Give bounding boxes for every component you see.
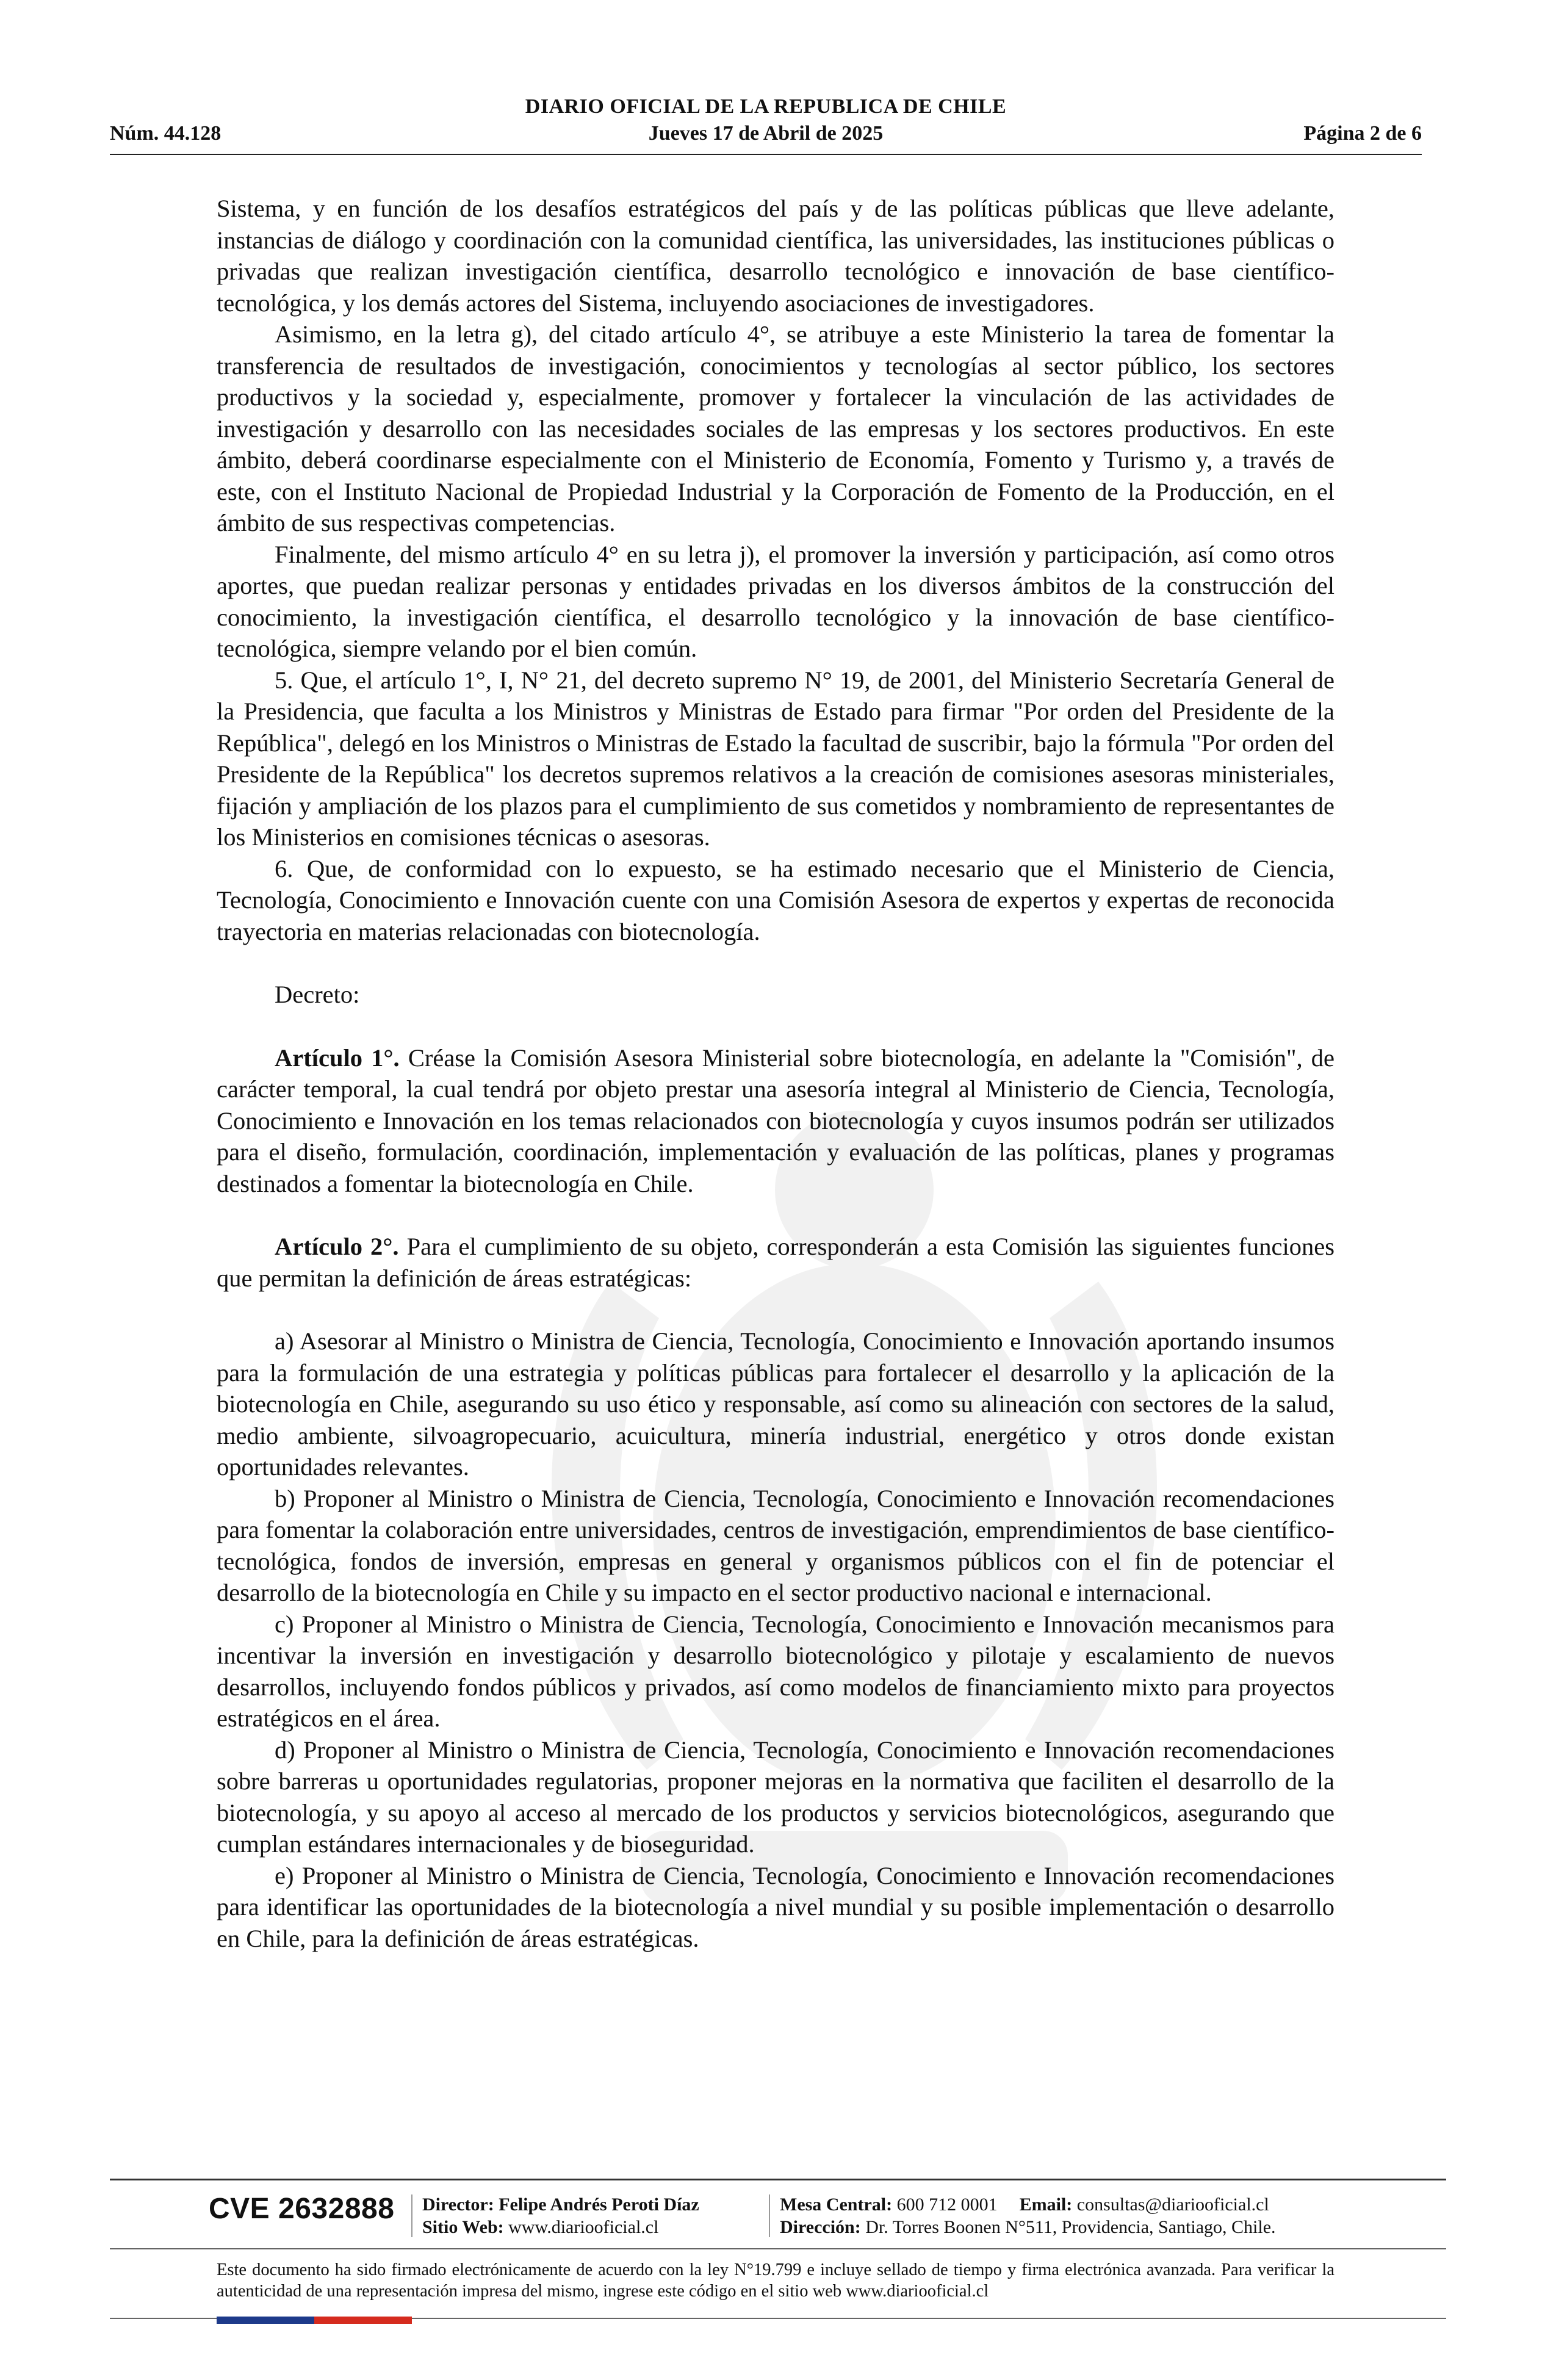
function-item-e: e) Proponer al Ministro o Ministra de Ciencia, Tecnología, Conocimiento e Innovación recomendaciones para identificar las oportunidades de la biotecnología a nivel mundial y su posible implementación o desarrollo en Chile, para la definición de áreas estratégicas. bbox=[217, 1861, 1334, 1952]
function-item-a: a) Asesorar al Ministro o Ministra de Ciencia, Tecnología, Conocimiento e Innovación aportando insumos para la formulación de una estrategia y políticas públicas para fortalecer el desarrollo y la aplicación de la biotecnología en Chile, asegurando su uso ético y responsable, así como su alineación con sectores de la salud, medio ambiente, silvoagropecuario, acuicultura, minería industrial, energético y otros donde existan oportunidades relevantes. bbox=[217, 1327, 1334, 1480]
article-1-label: Artículo 1°. bbox=[275, 1044, 400, 1072]
paragraph-continuation: Sistema, y en función de los desafíos estratégicos del país y de las políticas públicas que lleve adelante, instancias de diálogo y coordinación con la comunidad científica, las universidades, las instituciones públicas o privadas que realizan investigación científica, desarrollo tecnológico e innovación de base científico-tecnológica, y los demás actores del Sistema, incluyendo asociaciones de investigadores. bbox=[217, 195, 1334, 317]
phone-label: Mesa Central: bbox=[780, 2194, 893, 2215]
address-value: Dr. Torres Boonen N°511, Providencia, Santiago, Chile. bbox=[860, 2217, 1276, 2237]
footer-separator bbox=[769, 2194, 770, 2237]
page-footer bbox=[110, 2179, 1446, 2337]
footer-top-rule bbox=[110, 2179, 1446, 2180]
footer-contact-block bbox=[780, 2193, 1276, 2238]
function-item-d: d) Proponer al Ministro o Ministra de Ciencia, Tecnología, Conocimiento e Innovación recomendaciones sobre barreras u oportunidades regulatorias, proponer mejoras en la normativa que faciliten el desarrollo de la biotecnología, y su apoyo al acceso al mercado de los productos y servicios biotecnológicos, asegurando que cumplan estándares internacionales y de bioseguridad. bbox=[217, 1736, 1334, 1858]
paragraph-letra-j: Finalmente, del mismo artículo 4° en su letra j), el promover la inversión y participación, así como otros aportes, que puedan realizar personas y entidades privadas en los diversos ámbitos de la construcción del conocimiento, la investigación científica, el desarrollo tecnológico y la innovación de base científico-tecnológica, siempre velando por el bien común. bbox=[217, 540, 1334, 662]
newspaper-title: DIARIO OFICIAL DE LA REPUBLICA DE CHILE bbox=[525, 95, 1007, 118]
article-1-text: Créase la Comisión Asesora Ministerial sobre biotecnología, en adelante la "Comisión", de carácter temporal, la cual tendrá por objeto prestar una asesoría integral al Ministerio de Ciencia, Tecnología, Conocimiento e Innovación en los temas relacionados con biotecnología y cuyos insumos podrán ser utilizados para el diseño, formulación, coordinación, implementación y evaluación de las políticas, planes y programas destinados a fomentar la biotecnología en Chile. bbox=[217, 1044, 1334, 1197]
article-2-text: Para el cumplimiento de su objeto, corresponderán a esta Comisión las siguientes funciones que permitan la definición de áreas estratégicas: bbox=[217, 1233, 1335, 1292]
footer-director-block bbox=[422, 2193, 699, 2238]
decreto-heading: Decreto: bbox=[275, 981, 360, 1008]
page-header bbox=[110, 95, 1422, 162]
article-1 bbox=[217, 1042, 1334, 1200]
document-body bbox=[217, 193, 1334, 1954]
footer-separator bbox=[411, 2194, 412, 2237]
issue-number: Núm. 44.128 bbox=[110, 122, 222, 145]
footer-middle-rule bbox=[110, 2248, 1446, 2249]
website-line bbox=[422, 2216, 699, 2238]
considerando-6: 6. Que, de conformidad con lo expuesto, se ha estimado necesario que el Ministerio de Ciencia, Tecnología, Conocimiento e Innovación cuente con una Comisión Asesora de expertos y expertas de reconocida trayectoria en materias relacionadas con biotecnología. bbox=[217, 854, 1334, 945]
phone-value: 600 712 0001 bbox=[892, 2194, 998, 2215]
header-divider bbox=[110, 154, 1422, 155]
article-2 bbox=[217, 1231, 1334, 1294]
director-line: Director: Felipe Andrés Peroti Díaz bbox=[422, 2194, 699, 2215]
website-link[interactable]: www.diariooficial.cl bbox=[503, 2217, 659, 2237]
paragraph-letra-g: Asimismo, en la letra g), del citado artículo 4°, se atribuye a este Ministerio la tarea de fomentar la transferencia de resultados de investigación, conocimientos y tecnologías al sector público, los sectores productivos y la sociedad y, especialmente, promover y fortalecer la vinculación de las actividades de investigación y desarrollo con las necesidades sociales de las empresas y los sectores productivos. En este ámbito, deberá coordinarse especialmente con el Ministerio de Economía, Fomento y Turismo y, a través de este, con el Instituto Nacional de Propiedad Industrial y la Corporación de Fomento de la Producción, en el ámbito de sus respectivas competencias. bbox=[217, 320, 1334, 536]
function-item-c: c) Proponer al Ministro o Ministra de Ciencia, Tecnología, Conocimiento e Innovación mecanismos para incentivar la inversión en investigación y desarrollo biotecnológico y pilotaje y escalamiento de nuevos desarrollos, incluyendo fondos públicos y privados, así como modelos de financiamiento mixto para proyectos estratégicos en el área. bbox=[217, 1610, 1334, 1732]
function-item-b: b) Proponer al Ministro o Ministra de Ciencia, Tecnología, Conocimiento e Innovación recomendaciones para fomentar la colaboración entre universidades, centros de investigación, emprendimientos de base científico-tecnológica, fondos de inversión, empresas en general y organismos públicos con el fin de potenciar el desarrollo de la biotecnología en Chile y su impacto en el sector productivo nacional e internacional. bbox=[217, 1484, 1334, 1606]
website-label: Sitio Web: bbox=[422, 2217, 504, 2237]
email-label: Email: bbox=[1019, 2194, 1073, 2215]
considerando-5: 5. Que, el artículo 1°, I, N° 21, del decreto supremo N° 19, de 2001, del Ministerio Secretaría General de la Presidencia, que faculta a los Ministros y Ministras de Estado para firmar "Por orden del Presidente de la República", delegó en los Ministros o Ministras de Estado la facultad de suscribir, bajo la fórmula "Por orden del Presidente de la República" los decretos supremos relativos a la creación de comisiones asesoras ministeriales, fijación y ampliación de los plazos para el cumplimiento de sus cometidos y nombramiento de representantes de los Ministerios en comisiones técnicas o asesoras. bbox=[217, 666, 1334, 851]
article-2-label: Artículo 2°. bbox=[275, 1233, 399, 1260]
flag-blue-segment bbox=[217, 2317, 314, 2324]
address-line bbox=[780, 2216, 1276, 2238]
page-number: Página 2 de 6 bbox=[1303, 122, 1422, 145]
issue-date: Jueves 17 de Abril de 2025 bbox=[648, 122, 884, 145]
contact-line bbox=[780, 2193, 1276, 2216]
flag-red-segment bbox=[314, 2317, 412, 2324]
legal-notice: Este documento ha sido firmado electrónicamente de acuerdo con la ley N°19.799 e incluye sellado de tiempo y firma electrónica avanzada. Para verificar la autenticidad de una representación impresa del mismo, ingrese este código en el sitio web www.diariooficial.cl bbox=[217, 2260, 1334, 2301]
flag-color-bar bbox=[217, 2317, 412, 2324]
address-label: Dirección: bbox=[780, 2217, 861, 2237]
email-link[interactable]: consultas@diariooficial.cl bbox=[1072, 2194, 1269, 2215]
cve-code: CVE 2632888 bbox=[209, 2193, 395, 2225]
